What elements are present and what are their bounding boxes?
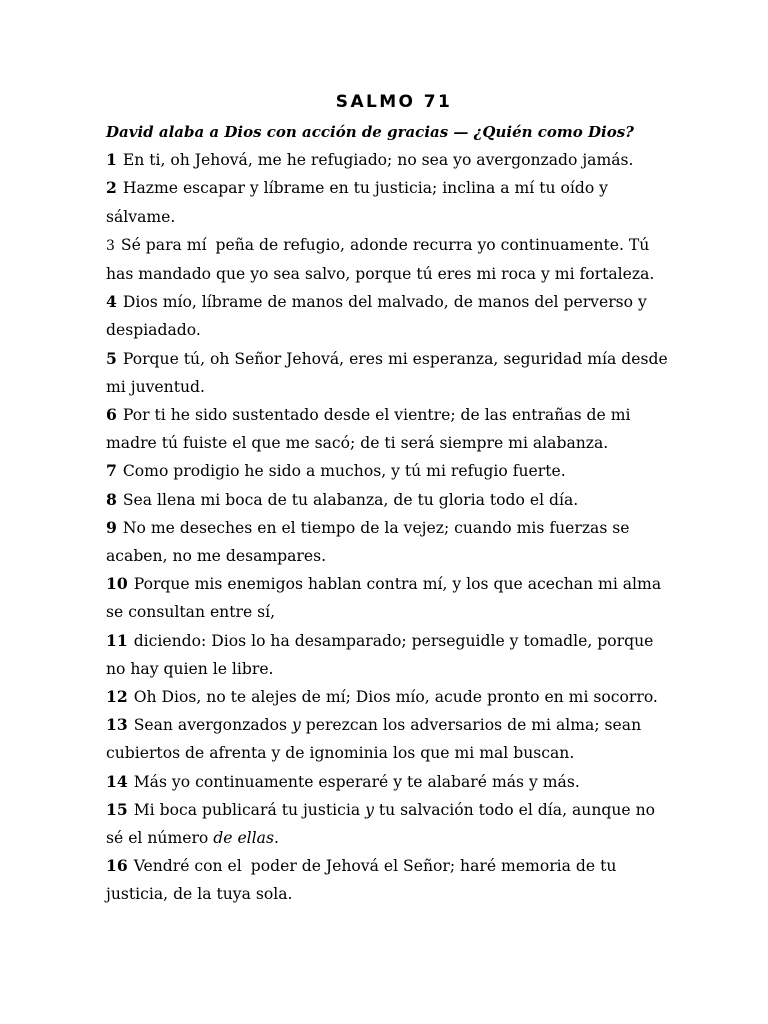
verse-number: 12	[106, 687, 128, 707]
verse-number: 7	[106, 461, 117, 481]
verse-text: No me deseches en el tiempo de la vejez; cuando mis fuerzas se acaben, no me desampares.	[106, 518, 630, 566]
verse-8	[106, 486, 676, 514]
verse-text: .	[273, 829, 279, 848]
verse-text: Vendré con el	[133, 857, 242, 876]
verse-text: Sea llena mi boca de tu alabanza, de tu gloria todo el día.	[122, 490, 579, 509]
verse-10	[106, 570, 676, 626]
verse-text: Hazme escapar y líbrame en tu justicia; inclina a mí tu oído y sálvame.	[106, 179, 608, 226]
verse-text: Más yo continuamente esperaré y te alabaré más y más.	[133, 772, 580, 791]
verse-4	[106, 288, 676, 344]
verse-text: diciendo: Dios lo ha desamparado; perseguidle y tomadle, porque no hay quien le libre.	[106, 631, 654, 678]
verse-number: 11	[106, 630, 128, 650]
verse-11	[106, 627, 676, 683]
verse-9	[106, 514, 676, 570]
verse-text: Oh Dios, no te alejes de mí; Dios mío, acude pronto en mi socorro.	[133, 688, 658, 707]
psalm-title: SALMO 71	[335, 92, 453, 112]
verse-text: tu salvación todo el día, aunque no sé el número	[106, 800, 656, 848]
verse-6	[106, 401, 676, 457]
psalm-subtitle: David alaba a Dios con acción de gracias — ¿Quién como Dios?	[106, 123, 634, 141]
verse-text: perezcan los adversarios de mi alma; sean cubiertos de afrenta y de ignominia los que mi mal buscan.	[106, 716, 642, 763]
verse-15	[106, 796, 676, 852]
verse-text: Por ti he sido sustentado desde el vientre; de las entrañas de mi madre tú fuiste el que me sacó; de ti será siempre mi alabanza.	[106, 406, 631, 453]
verse-text: Dios mío, líbrame de manos del malvado, de manos del perverso y despiadado.	[106, 293, 647, 340]
verse-1	[106, 146, 676, 174]
verse-number: 13	[106, 715, 128, 735]
verse-text: Porque tú, oh Señor Jehová, eres mi esperanza, seguridad mía desde mi juventud.	[106, 349, 668, 396]
verse-text-italic: y	[365, 800, 374, 819]
verse-number: 14	[106, 771, 128, 791]
verse-5	[106, 345, 676, 401]
verse-2	[106, 174, 676, 230]
verse-text: Porque mis enemigos hablan contra mí, y los que acechan mi alma se consultan entre sí,	[106, 575, 662, 622]
verse-text: Sean avergonzados	[133, 716, 287, 735]
verse-text: peña de refugio, adonde recurra yo continuamente. Tú has mandado que yo sea salvo, porque tú eres mi roca y mi fortaleza.	[106, 235, 655, 284]
verse-number: 2	[106, 178, 117, 198]
verse-text-italic: y	[291, 716, 301, 735]
verse-number: 15	[106, 799, 128, 819]
verse-text: Como prodigio he sido a muchos, y tú mi refugio fuerte.	[122, 462, 566, 481]
document-page	[106, 88, 676, 909]
verse-text: En ti, oh Jehová, me he refugiado; no sea yo avergonzado jamás.	[122, 151, 634, 170]
verse-text-italic: de ellas	[213, 829, 274, 848]
verse-number: 1	[106, 150, 117, 170]
verse-13	[106, 711, 676, 767]
verse-text: poder de Jehová el Señor; haré memoria de tu justicia, de la tuya sola.	[106, 857, 617, 904]
verse-14	[106, 768, 676, 796]
verse-12	[106, 683, 676, 711]
verse-16	[106, 852, 676, 908]
verse-3	[106, 231, 676, 288]
verse-number: 9	[106, 517, 117, 537]
verse-number: 4	[106, 292, 117, 312]
verse-number: 8	[106, 489, 117, 509]
verse-text: Mi boca publicará tu justicia	[133, 800, 361, 819]
verse-number: 6	[106, 405, 117, 425]
verse-number: 5	[106, 348, 117, 368]
verse-text: Sé para mí	[120, 235, 207, 254]
verse-number: 10	[106, 574, 128, 594]
verse-number: 3	[106, 237, 115, 254]
verse-7	[106, 457, 676, 485]
verse-number: 16	[106, 856, 128, 876]
